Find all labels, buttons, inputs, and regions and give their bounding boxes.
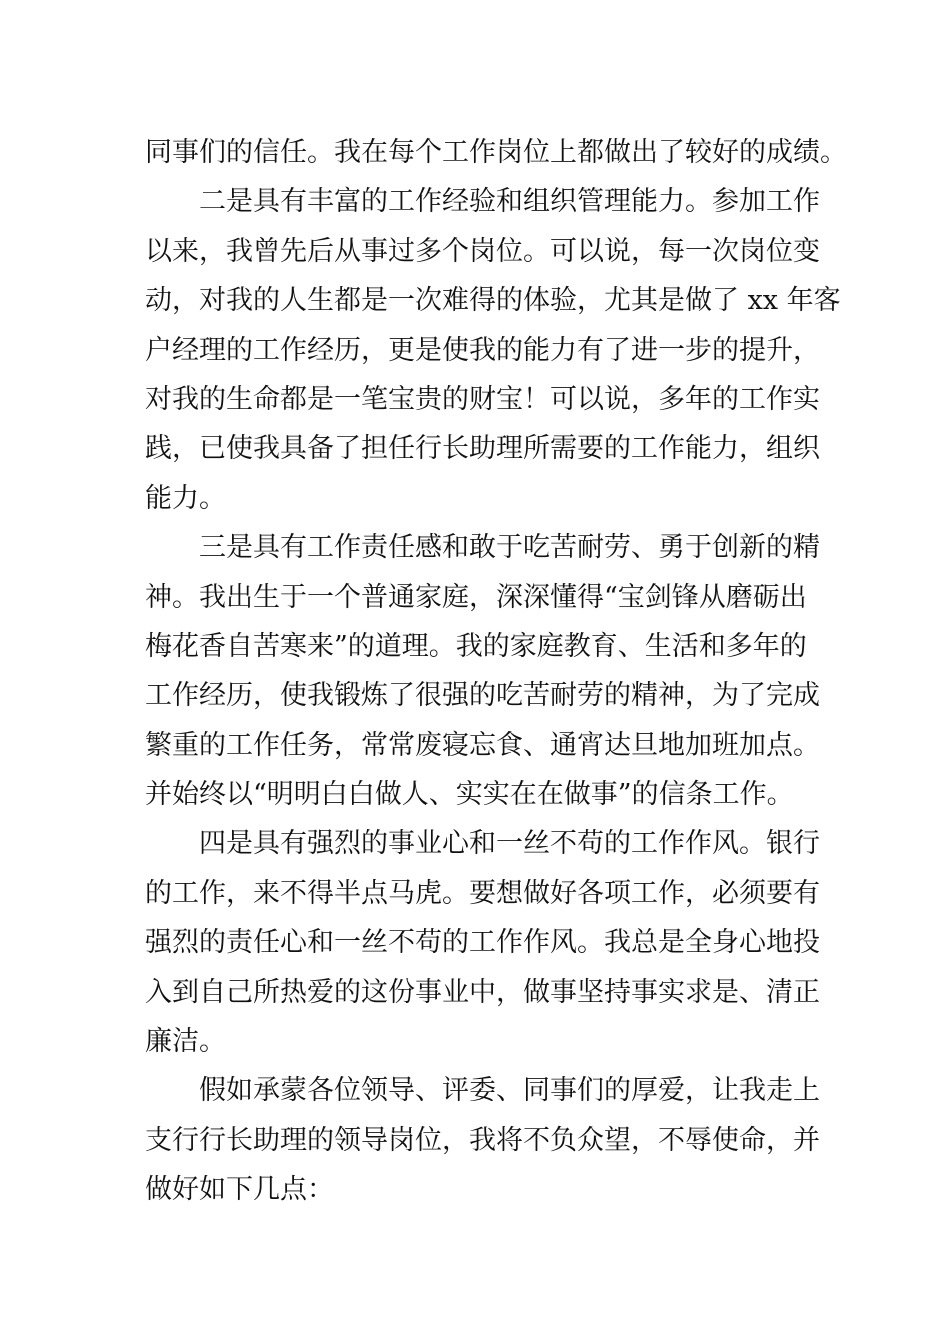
text-line: 同事们的信任。我在每个工作岗位上都做出了较好的成绩。 (145, 137, 847, 168)
text-line: 动，对我的人生都是一次难得的体验，尤其是做了 xx 年客 (145, 285, 841, 317)
text-line: 能力。 (145, 482, 226, 514)
text-line: 对我的生命都是一笔宝贵的财宝！可以说，多年的工作实 (145, 383, 820, 415)
text-line: 的工作，来不得半点马虎。要想做好各项工作，必须要有 (145, 877, 820, 909)
text-line: 工作经历，使我锻炼了很强的吃苦耐劳的精神，为了完成 (145, 680, 820, 712)
text-line: 强烈的责任心和一丝不苟的工作作风。我总是全身心地投 (145, 927, 820, 959)
text-line: 做好如下几点： (145, 1174, 334, 1206)
text-line: 神。我出生于一个普通家庭，深深懂得“宝剑锋从磨砺出 (145, 581, 807, 613)
text-line: 入到自己所热爱的这份事业中，做事坚持事实求是、清正 (145, 976, 820, 1008)
text-line: 梅花香自苦寒来”的道理。我的家庭教育、生活和多年的 (145, 630, 807, 662)
paragraph-first-line: 二是具有丰富的工作经验和组织管理能力。参加工作 (199, 186, 820, 218)
document-body (145, 128, 847, 1215)
text-line: 廉洁。 (145, 1026, 226, 1058)
paragraph-first-line: 三是具有工作责任感和敢于吃苦耐劳、勇于创新的精 (199, 532, 820, 564)
text-line: 户经理的工作经历，更是使我的能力有了进一步的提升， (145, 334, 820, 366)
text-line: 并始终以“明明白白做人、实实在在做事”的信条工作。 (145, 779, 794, 811)
text-line: 繁重的工作任务，常常废寝忘食、通宵达旦地加班加点。 (145, 729, 820, 761)
paragraph-first-line: 四是具有强烈的事业心和一丝不苟的工作作风。银行 (199, 828, 820, 860)
text-line: 以来，我曾先后从事过多个岗位。可以说，每一次岗位变 (145, 235, 820, 267)
paragraph-first-line: 假如承蒙各位领导、评委、同事们的厚爱，让我走上 (199, 1075, 820, 1107)
text-line: 支行行长助理的领导岗位，我将不负众望，不辱使命，并 (145, 1124, 820, 1156)
text-line: 践，已使我具备了担任行长助理所需要的工作能力，组织 (145, 433, 820, 465)
